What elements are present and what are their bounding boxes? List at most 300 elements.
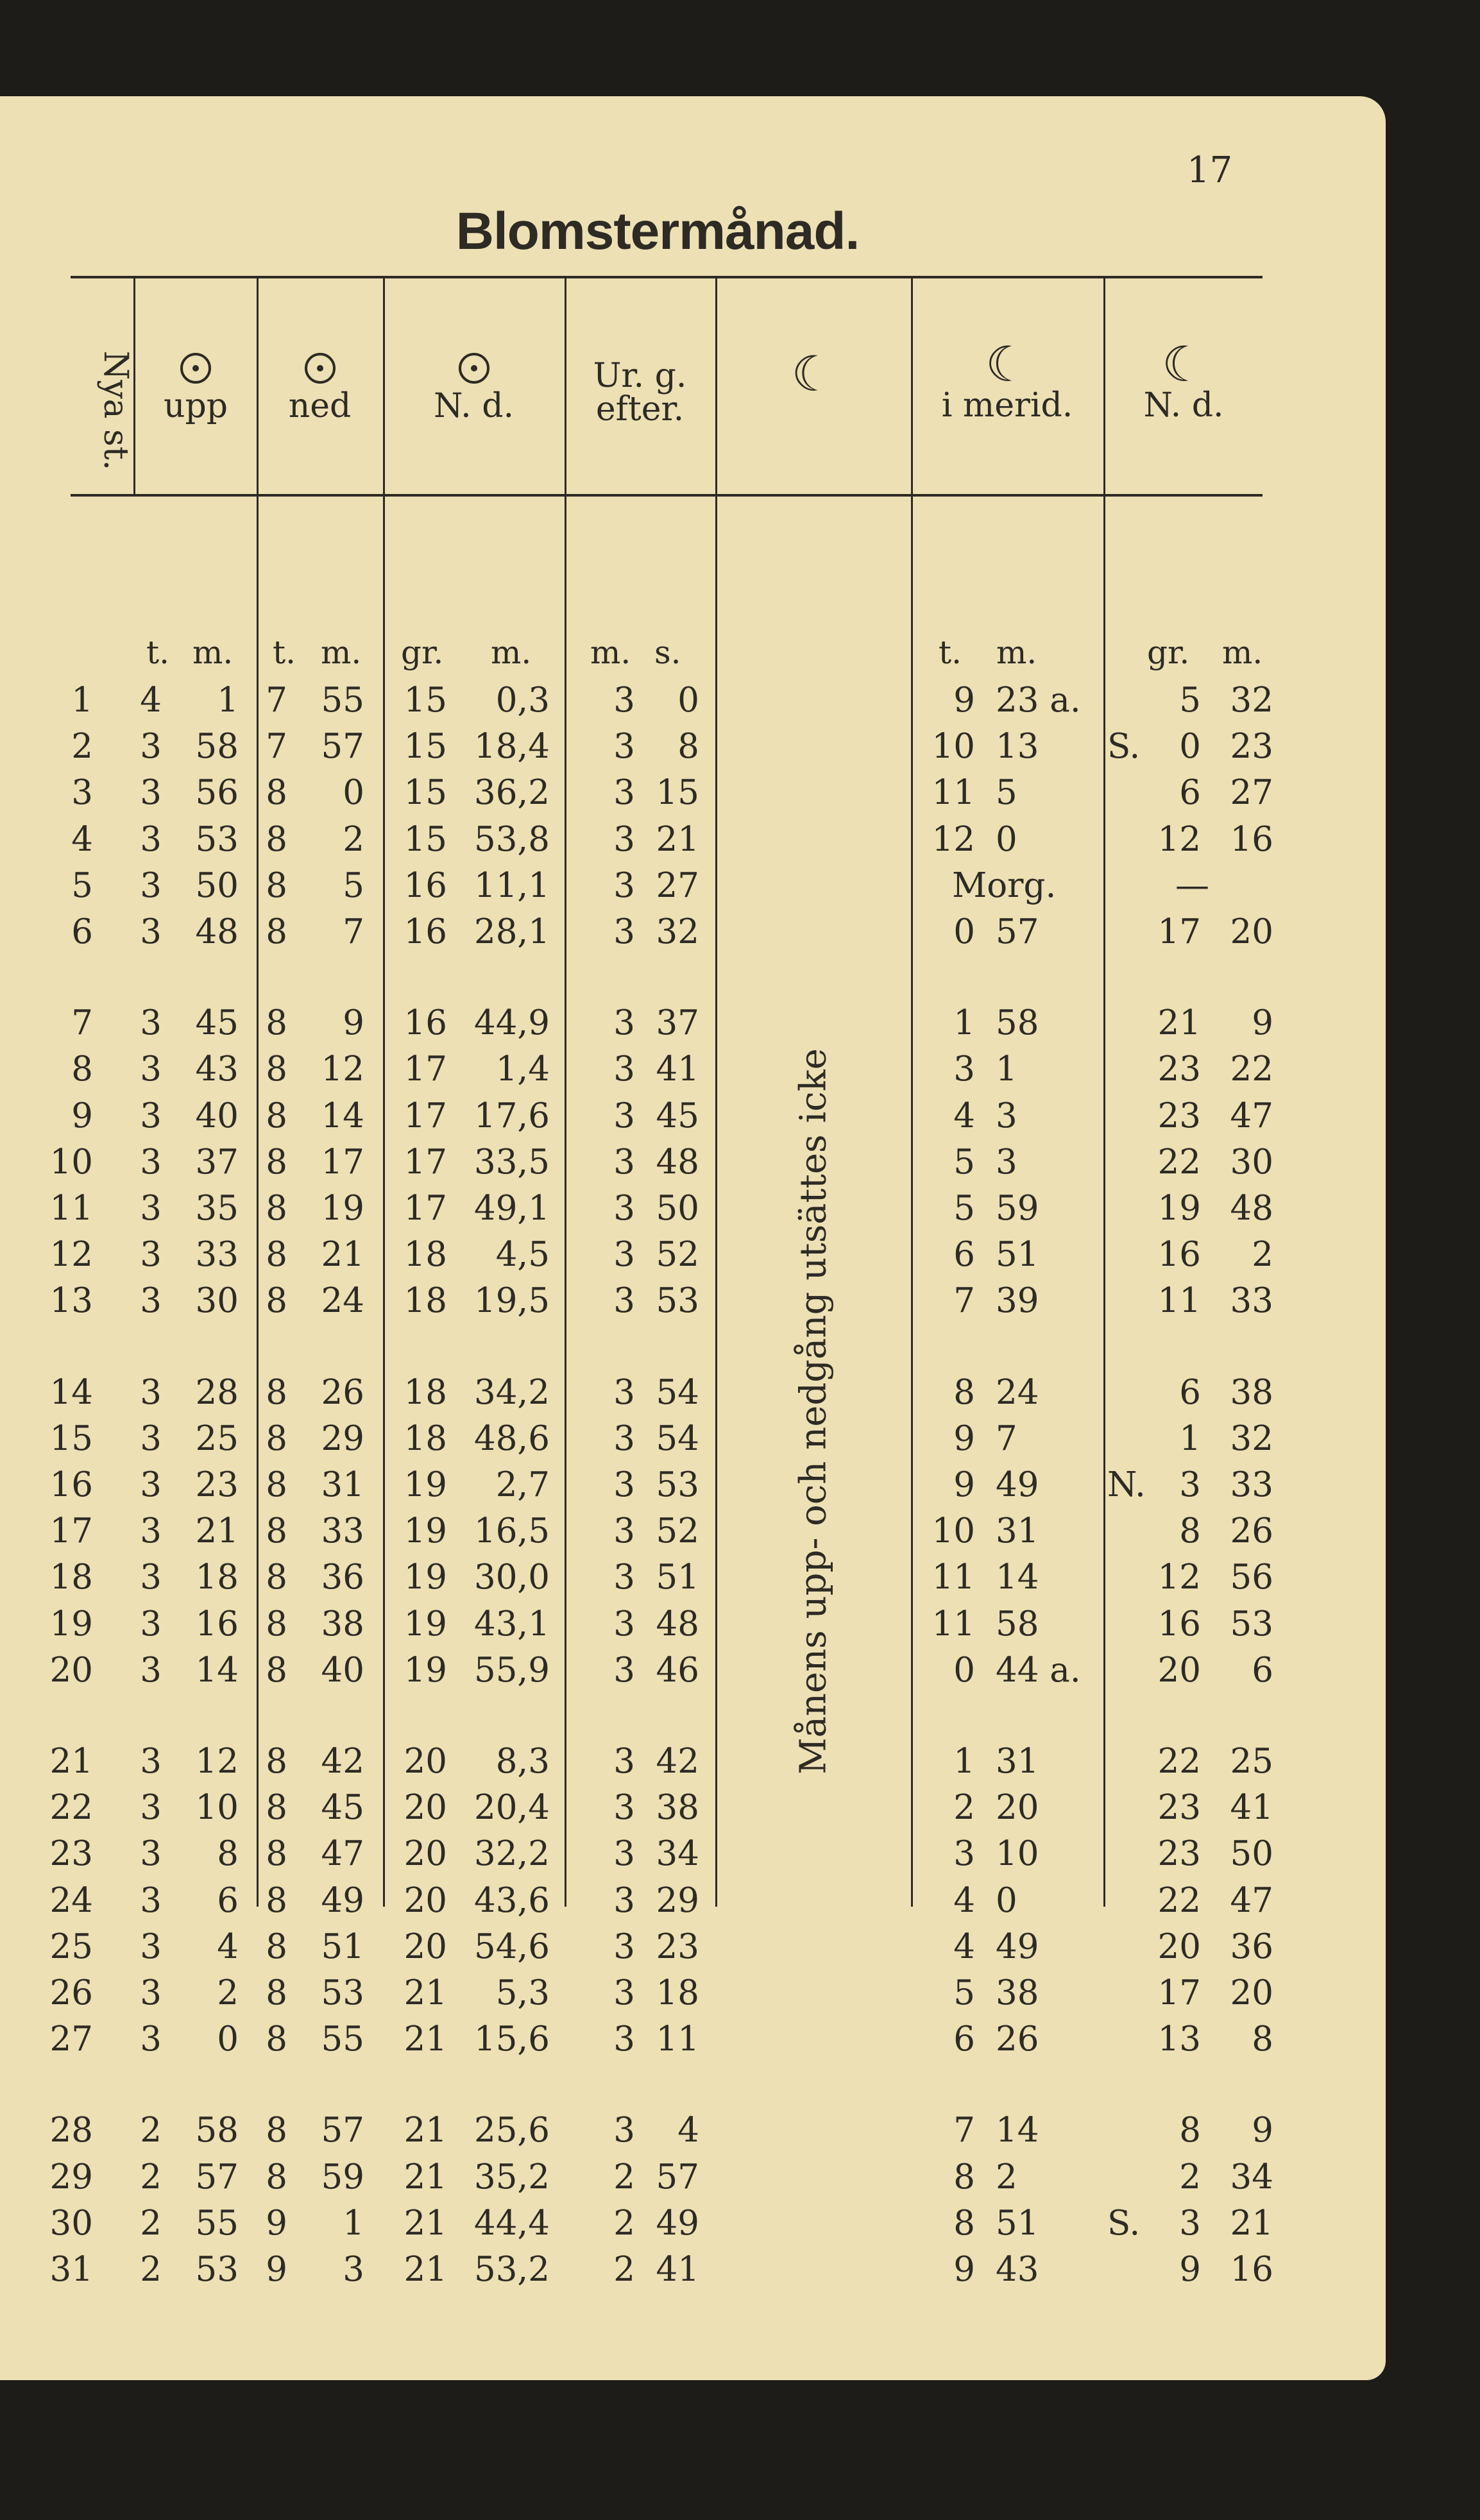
cell-mn: 26 [1230,1511,1273,1551]
cell-mn: 30 [1230,1142,1273,1182]
cell-ut: 3 [140,1973,162,2013]
cell-mg: 23 [1157,1050,1201,1089]
cell-mn: 23 [1230,727,1273,767]
header-moon [715,345,911,402]
cell-es: 38 [656,1788,699,1828]
cell-sm: 49,1 [473,1189,550,1228]
cell-nm: 2 [343,819,364,859]
cell-nt: 8 [266,912,287,951]
unit-label: t. [939,634,962,671]
cell-mm: 39 [996,1281,1039,1321]
cell-sg: 16 [404,1003,447,1043]
cell-dash: — [1175,865,1209,905]
cell-um: 53 [195,2250,239,2289]
cell-nt: 8 [266,1558,287,1597]
cell-em: 3 [613,865,635,905]
cell-nm: 12 [321,1050,364,1089]
cell-sg: 15 [404,727,447,767]
cell-em: 3 [613,1281,635,1321]
cell-um: 30 [195,1281,239,1321]
cell-mg: 0 [1179,727,1201,767]
cell-mp: S. [1107,727,1141,767]
cell-um: 55 [195,2203,239,2243]
cell-nm: 47 [321,1834,364,1874]
header-nya-st: Nya st. [96,350,135,471]
cell-sm: 53,2 [473,2250,550,2289]
cell-um: 4 [217,1927,239,1966]
header-label: efter. [595,390,685,429]
cell-em: 2 [613,2250,635,2289]
cell-mg: 5 [1179,681,1201,720]
cell-nm: 59 [321,2157,364,2197]
cell-mt: 9 [953,2250,975,2289]
cell-es: 50 [656,1189,699,1228]
cell-mg: 3 [1179,2203,1201,2243]
cell-mt: 5 [953,1189,975,1228]
cell-mn: 6 [1252,1650,1273,1690]
cell-um: 43 [195,1050,239,1089]
cell-es: 15 [656,773,699,813]
cell-es: 41 [656,1050,699,1089]
cell-em: 3 [613,1511,635,1551]
cell-d: 5 [71,865,93,905]
cell-mm: 3 [996,1096,1017,1136]
cell-mt: 8 [953,1372,975,1412]
cell-ut: 3 [140,1558,162,1597]
cell-nt: 8 [266,1281,287,1321]
cell-ut: 3 [140,1880,162,1920]
cell-mm: 13 [996,727,1039,767]
cell-sg: 19 [404,1650,447,1690]
cell-mt: 9 [953,681,975,720]
cell-sm: 43,6 [473,1880,550,1920]
cell-nt: 9 [266,2203,287,2243]
cell-es: 46 [656,1650,699,1690]
cell-sg: 15 [404,819,447,859]
cell-mn: 41 [1230,1788,1273,1828]
cell-d: 23 [49,1834,93,1874]
cell-d: 18 [49,1558,93,1597]
cell-d: 29 [49,2157,93,2197]
cell-sm: 44,9 [473,1003,550,1043]
cell-ut: 3 [140,1096,162,1136]
cell-mt: 5 [953,1142,975,1182]
column-divider [911,277,913,1907]
cell-ut: 3 [140,1604,162,1644]
cell-mt: 6 [953,1235,975,1275]
cell-d: 14 [49,1372,93,1412]
cell-mm: 10 [996,1834,1039,1874]
cell-sg: 17 [404,1189,447,1228]
cell-mg: 6 [1179,1372,1201,1412]
cell-nm: 40 [321,1650,364,1690]
cell-sm: 30,0 [473,1558,550,1597]
moon-note: Månens upp- och nedgång utsättes icke [792,1048,835,1775]
cell-em: 3 [613,1372,635,1412]
cell-sg: 20 [404,1788,447,1828]
header-moon-merid [911,336,1103,425]
cell-nm: 9 [343,1003,364,1043]
cell-mg: 9 [1179,2250,1201,2289]
cell-es: 45 [656,1096,699,1136]
cell-ut: 3 [140,1235,162,1275]
cell-mt: 0 [953,912,975,951]
cell-sm: 33,5 [473,1142,550,1182]
cell-nt: 8 [266,1096,287,1136]
cell-sm: 5,3 [495,1973,550,2013]
cell-sg: 21 [404,2020,447,2059]
header-label: N. d. [1143,386,1224,425]
cell-mt: 9 [953,1465,975,1504]
cell-nt: 8 [266,1511,287,1551]
cell-mt: 11 [931,1604,975,1644]
cell-es: 34 [656,1834,699,1874]
cell-em: 3 [613,1418,635,1458]
cell-es: 54 [656,1418,699,1458]
cell-um: 53 [195,819,239,859]
cell-um: 21 [195,1511,239,1551]
cell-sm: 44,4 [473,2203,550,2243]
page-title: Blomstermånad. [455,202,860,260]
unit-label: t. [273,634,296,671]
cell-es: 8 [677,727,699,767]
cell-um: 50 [195,865,239,905]
cell-nm: 17 [321,1142,364,1182]
cell-nt: 8 [266,1003,287,1043]
cell-em: 2 [613,2203,635,2243]
header-label: N. d. [433,387,515,425]
cell-um: 57 [195,2157,239,2197]
cell-em: 3 [613,1465,635,1504]
cell-sm: 11,1 [473,865,550,905]
cell-nt: 8 [266,773,287,813]
cell-mg: 19 [1157,1189,1201,1228]
cell-em: 3 [613,1189,635,1228]
cell-mm: 57 [996,912,1039,951]
cell-sg: 15 [404,681,447,720]
cell-nt: 8 [266,1142,287,1182]
cell-ut: 2 [140,2203,162,2243]
cell-mt: 3 [953,1834,975,1874]
cell-nt: 7 [266,681,287,720]
cell-mm: 43 [996,2250,1039,2289]
cell-es: 48 [656,1604,699,1644]
cell-ut: 2 [140,2157,162,2197]
column-divider [565,277,566,1907]
cell-nm: 3 [343,2250,364,2289]
cell-mm: 49 [996,1927,1039,1966]
unit-label: m. [491,634,532,671]
cell-es: 49 [656,2203,699,2243]
cell-mg: 22 [1157,1742,1201,1781]
cell-d: 2 [71,727,93,767]
cell-d: 15 [49,1418,93,1458]
cell-mn: 32 [1230,681,1273,720]
cell-em: 3 [613,1142,635,1182]
cell-ut: 3 [140,1788,162,1828]
cell-nt: 8 [266,1834,287,1874]
cell-nm: 24 [321,1281,364,1321]
cell-ut: 3 [140,1050,162,1089]
cell-um: 8 [217,1834,239,1874]
cell-mg: 20 [1157,1650,1201,1690]
cell-em: 3 [613,1927,635,1966]
cell-d: 26 [49,1973,93,2013]
cell-em: 3 [613,681,635,720]
cell-sg: 18 [404,1418,447,1458]
cell-um: 45 [195,1003,239,1043]
cell-nt: 8 [266,1372,287,1412]
cell-sg: 20 [404,1834,447,1874]
cell-es: 51 [656,1558,699,1597]
cell-sg: 18 [404,1281,447,1321]
cell-sm: 54,6 [473,1927,550,1966]
cell-mn: 20 [1230,1973,1273,2013]
cell-sm: 18,4 [473,727,550,767]
unit-label: s. [654,634,681,671]
header-sun-ned [257,353,383,423]
cell-em: 3 [613,1973,635,2013]
cell-sg: 15 [404,773,447,813]
sun-icon [180,353,211,384]
cell-ut: 3 [140,727,162,767]
cell-es: 52 [656,1511,699,1551]
cell-mn: 56 [1230,1558,1273,1597]
cell-mg: 22 [1157,1142,1201,1182]
cell-mt: 7 [953,1281,975,1321]
cell-nm: 19 [321,1189,364,1228]
cell-mt: 4 [953,1927,975,1966]
cell-mt: 10 [931,1511,975,1551]
cell-es: 29 [656,1880,699,1920]
cell-em: 3 [613,1050,635,1089]
cell-ut: 3 [140,1834,162,1874]
cell-nt: 8 [266,1189,287,1228]
cell-nm: 21 [321,1235,364,1275]
cell-mn: 9 [1252,2111,1273,2150]
cell-nt: 8 [266,1418,287,1458]
cell-mn: 47 [1230,1096,1273,1136]
cell-nm: 7 [343,912,364,951]
cell-mm: 51 [996,2203,1039,2243]
cell-em: 2 [613,2157,635,2197]
cell-mn: 32 [1230,1418,1273,1458]
cell-em: 3 [613,2020,635,2059]
cell-sg: 19 [404,1511,447,1551]
cell-sg: 16 [404,912,447,951]
cell-d: 3 [71,773,93,813]
cell-ut: 3 [140,1281,162,1321]
cell-ut: 3 [140,1465,162,1504]
cell-nt: 8 [266,1604,287,1644]
cell-mg: 12 [1157,819,1201,859]
cell-um: 25 [195,1418,239,1458]
cell-d: 27 [49,2020,93,2059]
column-divider [715,277,717,1907]
cell-es: 48 [656,1142,699,1182]
cell-sm: 0,3 [495,681,550,720]
cell-mm: 3 [996,1142,1017,1182]
cell-mp: S. [1107,2203,1141,2243]
cell-sm: 35,2 [473,2157,550,2197]
cell-mg: 22 [1157,1880,1201,1920]
unit-label: m. [996,634,1037,671]
column-divider [383,277,385,1907]
cell-d: 24 [49,1880,93,1920]
cell-mm: 49 [996,1465,1039,1504]
cell-mn: 50 [1230,1834,1273,1874]
cell-nm: 53 [321,1973,364,2013]
cell-d: 7 [71,1003,93,1043]
unit-label: gr. [1147,634,1190,671]
cell-um: 1 [217,681,239,720]
cell-em: 3 [613,1096,635,1136]
unit-label: m. [1222,634,1263,671]
cell-em: 3 [613,1880,635,1920]
cell-es: 23 [656,1927,699,1966]
cell-mt: 10 [931,727,975,767]
cell-um: 23 [195,1465,239,1504]
unit-label: m. [192,634,234,671]
cell-mm: 23 a. [996,681,1081,720]
cell-d: 19 [49,1604,93,1644]
cell-nm: 38 [321,1604,364,1644]
cell-es: 0 [677,681,699,720]
cell-d: 17 [49,1511,93,1551]
cell-em: 3 [613,1558,635,1597]
cell-mm: 59 [996,1189,1039,1228]
cell-d: 12 [49,1235,93,1275]
cell-sg: 20 [404,1927,447,1966]
cell-sm: 16,5 [473,1511,550,1551]
header-moon-nd [1103,336,1264,425]
cell-mm: 24 [996,1372,1039,1412]
cell-mn: 53 [1230,1604,1273,1644]
cell-mm: 31 [996,1742,1039,1781]
cell-mg: 20 [1157,1927,1201,1966]
cell-sm: 19,5 [473,1281,550,1321]
cell-mg: 17 [1157,912,1201,951]
cell-d: 11 [49,1189,93,1228]
cell-mt: 12 [931,819,975,859]
cell-nt: 8 [266,2111,287,2150]
cell-mg: 3 [1179,1465,1201,1504]
cell-um: 48 [195,912,239,951]
cell-mn: 38 [1230,1372,1273,1412]
header-label: upp [163,387,228,425]
cell-ut: 3 [140,1142,162,1182]
cell-mm: 14 [996,1558,1039,1597]
unit-label: gr. [401,634,444,671]
cell-nt: 8 [266,1050,287,1089]
cell-d: 9 [71,1096,93,1136]
cell-sg: 21 [404,2111,447,2150]
cell-um: 58 [195,2111,239,2150]
cell-ut: 3 [140,912,162,951]
cell-nt: 8 [266,1788,287,1828]
column-divider [257,277,259,1907]
cell-es: 53 [656,1281,699,1321]
header-label: ned [288,387,352,425]
cell-nm: 26 [321,1372,364,1412]
cell-d: 31 [49,2250,93,2289]
cell-mt: 4 [953,1880,975,1920]
cell-sm: 32,2 [473,1834,550,1874]
cell-em: 3 [613,1742,635,1781]
cell-mt: 1 [953,1003,975,1043]
cell-mg: 12 [1157,1558,1201,1597]
cell-mt: 7 [953,2111,975,2150]
cell-d: 8 [71,1050,93,1089]
cell-mg: 23 [1157,1788,1201,1828]
cell-sg: 17 [404,1050,447,1089]
cell-mg: 16 [1157,1235,1201,1275]
cell-mg: 8 [1179,2111,1201,2150]
cell-mm: 44 a. [996,1650,1081,1690]
cell-mm: 5 [996,773,1017,813]
cell-d: 4 [71,819,93,859]
cell-sg: 19 [404,1604,447,1644]
cell-nm: 0 [343,773,364,813]
cell-mt: 8 [953,2203,975,2243]
cell-nt: 8 [266,1973,287,2013]
moon-icon: ☾ [791,345,835,402]
cell-mt: 2 [953,1788,975,1828]
cell-mm: 2 [996,2157,1017,2197]
cell-es: 52 [656,1235,699,1275]
cell-d: 20 [49,1650,93,1690]
cell-mm: 0 [996,1880,1017,1920]
cell-es: 42 [656,1742,699,1781]
header-label: i merid. [941,386,1073,425]
cell-sm: 1,4 [495,1050,550,1089]
cell-mm: 31 [996,1511,1039,1551]
cell-mg: 6 [1179,773,1201,813]
cell-nm: 57 [321,2111,364,2150]
cell-nt: 8 [266,865,287,905]
cell-nm: 49 [321,1880,364,1920]
cell-um: 12 [195,1742,239,1781]
sun-icon [305,353,336,384]
cell-es: 4 [677,2111,699,2150]
column-divider [1103,277,1105,1907]
cell-sm: 55,9 [473,1650,550,1690]
cell-d: 6 [71,912,93,951]
cell-nm: 33 [321,1511,364,1551]
cell-mn: 16 [1230,819,1273,859]
cell-es: 41 [656,2250,699,2289]
cell-mg: 23 [1157,1834,1201,1874]
cell-mn: 27 [1230,773,1273,813]
cell-nm: 42 [321,1742,364,1781]
cell-mn: 47 [1230,1880,1273,1920]
cell-mt: 9 [953,1418,975,1458]
cell-sg: 18 [404,1235,447,1275]
cell-d: 25 [49,1927,93,1966]
cell-mg: 1 [1179,1418,1201,1458]
cell-mn: 8 [1252,2020,1273,2059]
sun-icon [459,353,489,384]
cell-mp: N. [1107,1465,1146,1504]
cell-em: 3 [613,1235,635,1275]
cell-sg: 21 [404,2157,447,2197]
cell-sg: 17 [404,1142,447,1182]
header-top-rule [71,276,1263,278]
cell-sg: 19 [404,1465,447,1504]
moon-icon: ☾ [1161,336,1206,393]
cell-nt: 8 [266,2157,287,2197]
cell-nt: 8 [266,1465,287,1504]
